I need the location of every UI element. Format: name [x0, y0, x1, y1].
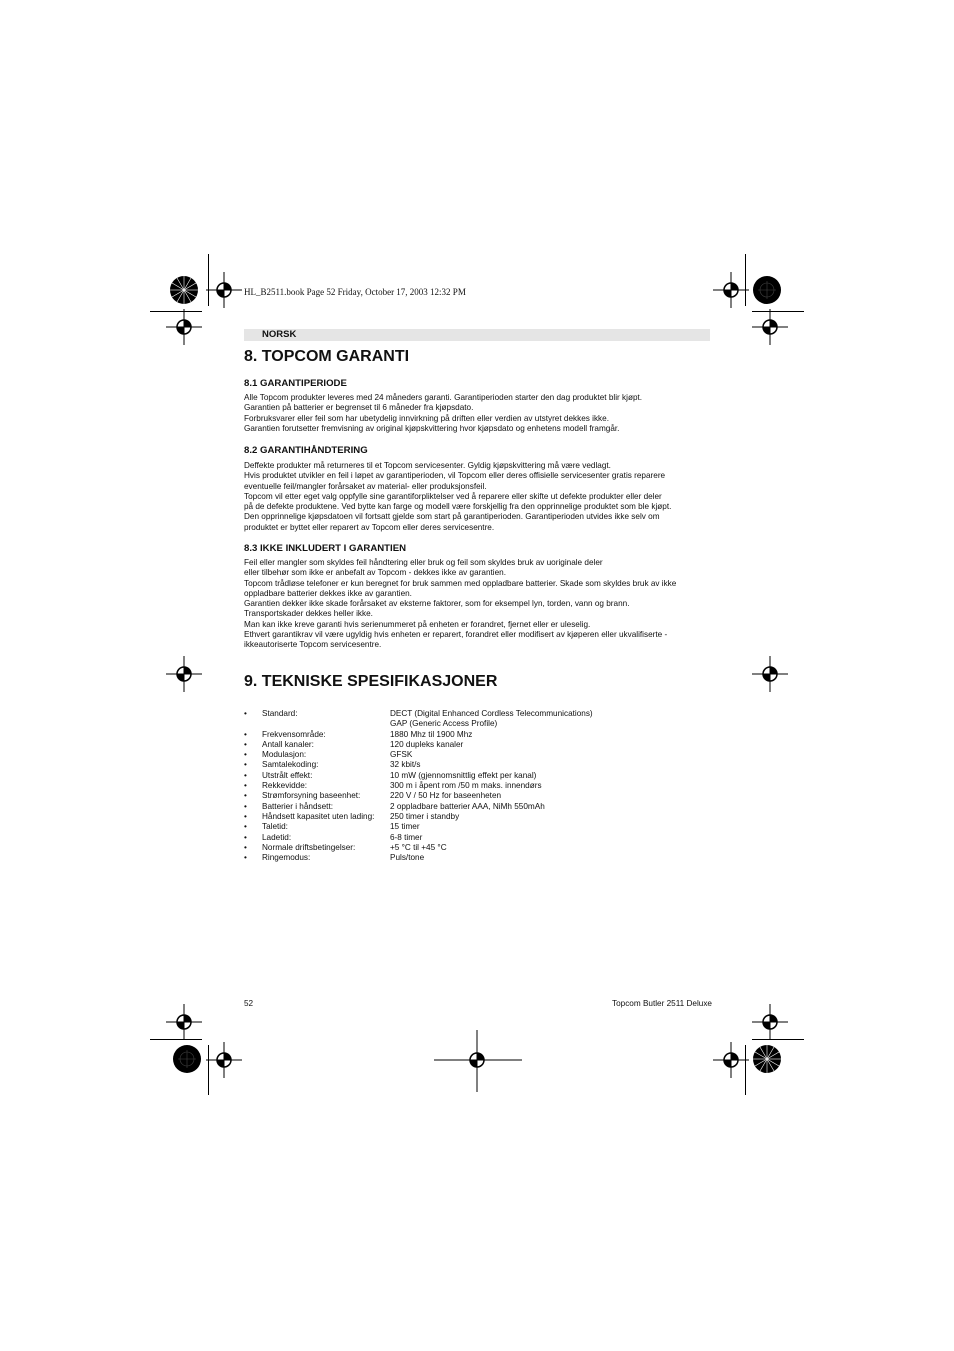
- text-line: Den opprinnelige kjøpsdatoen vil fortsatt gjelde som start på garantiperioden. Garantiperioden utvides ikke selv om: [244, 512, 660, 522]
- spec-value: 6-8 timer: [390, 832, 423, 842]
- spec-row: [244, 822, 714, 832]
- bullet: •: [244, 781, 247, 791]
- section-8-2-text: [244, 461, 714, 533]
- bullet: •: [244, 760, 247, 770]
- spec-value: DECT (Digital Enhanced Cordless Telecommunications): [390, 709, 593, 718]
- spec-row: [244, 802, 714, 812]
- spec-label: Taletid:: [262, 822, 288, 832]
- section-8-3-title: 8.3 IKKE INKLUDERT I GARANTIEN: [244, 543, 407, 554]
- registration-mark-icon: [166, 309, 202, 345]
- registration-mark-icon: [206, 1042, 242, 1078]
- bullet: •: [244, 729, 247, 739]
- text-line: Hvis produktet utvikler en feil i løpet av garantiperioden, vil Topcom eller deres offisielle servicesenter gratis reparere: [244, 471, 666, 481]
- bullet: •: [244, 709, 247, 718]
- text-line: produktet er byttet eller reparert av Topcom eller deres servicesentre.: [244, 522, 495, 532]
- spec-row: [244, 853, 714, 863]
- spec-label: Ringemodus:: [262, 853, 311, 863]
- spec-value: 250 timer i standby: [390, 811, 460, 821]
- text-line: Ethvert garantikrav vil være ugyldig hvis enheten er reparert, forandret eller modifisert av kjøperen eller ukvalifiserte -: [244, 630, 668, 640]
- spec-label: Batterier i håndsett:: [262, 801, 333, 811]
- bullet: •: [244, 811, 247, 821]
- bullet: •: [244, 842, 247, 852]
- spec-value: GAP (Generic Access Profile): [390, 719, 498, 729]
- spec-label: Normale driftsbetingelser:: [262, 842, 356, 852]
- bullet: •: [244, 801, 247, 811]
- spec-label: Standard:: [262, 709, 298, 718]
- spec-row: [244, 781, 714, 791]
- spec-label: Rekkevidde:: [262, 781, 308, 791]
- spec-value: 32 kbit/s: [390, 760, 421, 770]
- spec-label: Strømforsyning baseenhet:: [262, 791, 361, 801]
- starburst-target-icon: [172, 1044, 202, 1074]
- spec-row: [244, 812, 714, 822]
- registration-mark-icon: [752, 656, 788, 692]
- starburst-target-icon: [169, 275, 199, 305]
- spec-value: GFSK: [390, 750, 413, 760]
- spec-row: [244, 791, 714, 801]
- spec-value: 220 V / 50 Hz for baseenheten: [390, 791, 502, 801]
- text-line: Garantien dekker ikke skade forårsaket av eksterne faktorer, som for eksempel lyn, torden, vann og brann.: [244, 599, 630, 609]
- text-line: Man kan ikke kreve garanti hvis serienummeret på enheten er forandret, fjernet eller er uleselig.: [244, 619, 591, 629]
- registration-mark-icon: [166, 656, 202, 692]
- bullet: •: [244, 791, 247, 801]
- spec-value: 15 timer: [390, 822, 420, 832]
- bullet: •: [244, 832, 247, 842]
- section-9-title: 9. TEKNISKE SPESIFIKASJONER: [244, 673, 498, 690]
- bullet: •: [244, 853, 247, 863]
- text-line: Alle Topcom produkter leveres med 24 måneders garanti. Garantiperioden starter den dag produktet blir kjøpt.: [244, 393, 643, 402]
- section-8-3-text: [244, 558, 714, 651]
- spec-value: Puls/tone: [390, 853, 425, 863]
- spec-label: Håndsett kapasitet uten lading:: [262, 811, 375, 821]
- spec-row: [244, 719, 714, 729]
- text-line: Topcom trådløse telefoner er kun beregnet for bruk sammen med oppladbare batterier. Skade som skyldes bruk av ikke: [244, 578, 677, 588]
- text-line: eventuelle feil/mangler forårsaket av material- eller produksjonsfeil.: [244, 481, 487, 491]
- product-name: Topcom Butler 2511 Deluxe: [612, 999, 712, 1008]
- language-bar: [244, 329, 710, 341]
- section-8-title: 8. TOPCOM GARANTI: [244, 348, 410, 365]
- spec-row: [244, 771, 714, 781]
- registration-mark-icon: [713, 1042, 749, 1078]
- registration-mark-icon: [752, 1004, 788, 1040]
- text-line: Deffekte produkter må returneres til et Topcom servicesenter. Gyldig kjøpskvittering må være vedlagt.: [244, 461, 611, 470]
- text-line: Topcom vil etter eget valg oppfylle sine garantiforpliktelser ved å reparere eller skifte ut defekte produkter eller deler: [244, 491, 662, 501]
- text-line: oppladbare batterier dekkes ikke av garantien.: [244, 588, 412, 598]
- spec-label: Antall kanaler:: [262, 739, 314, 749]
- spec-row: [244, 760, 714, 770]
- spec-list: [244, 709, 714, 863]
- text-line: på de defekte produktene. Ved bytte kan farge og modell være forskjellig fra den opprinnelige produktet som ble kjøpt.: [244, 502, 672, 512]
- section-8-2-title: 8.2 GARANTIHÅNDTERING: [244, 445, 368, 456]
- text-line: Forbruksvarer eller feil som har ubetydelig innvirkning på driften eller verdien av utstyret dekkes ikke.: [244, 413, 609, 423]
- registration-mark-icon: [206, 272, 242, 308]
- language-label: NORSK: [262, 329, 297, 340]
- starburst-target-icon: [752, 1044, 782, 1074]
- registration-mark-icon: [713, 272, 749, 308]
- spec-label: Modulasjon:: [262, 750, 307, 760]
- spec-row: [244, 833, 714, 843]
- text-line: ikkeautoriserte Topcom servicesentre.: [244, 640, 382, 650]
- text-line: Transportskader dekkes heller ikke.: [244, 609, 373, 619]
- print-slug: HL_B2511.book Page 52 Friday, October 17, 2003 12:32 PM: [244, 287, 466, 297]
- text-line: Feil eller mangler som skyldes feil håndtering eller bruk og feil som skyldes bruk av uoriginale deler: [244, 558, 603, 567]
- spec-value: 120 dupleks kanaler: [390, 739, 464, 749]
- registration-mark-icon: [166, 1004, 202, 1040]
- text-line: Garantien forutsetter fremvisning av original kjøpskvittering hvor kjøpsdato og enhetens modell framgår.: [244, 423, 620, 433]
- page-number: 52: [244, 999, 254, 1008]
- registration-mark-icon: [752, 309, 788, 345]
- spec-value: 10 mW (gjennomsnittlig effekt per kanal): [390, 770, 537, 780]
- section-8-1-title: 8.1 GARANTIPERIODE: [244, 378, 347, 389]
- spec-value: 1880 Mhz til 1900 Mhz: [390, 729, 473, 739]
- bullet: •: [244, 750, 247, 760]
- spec-value: 300 m i åpent rom /50 m maks. innendørs: [390, 781, 542, 791]
- spec-row: [244, 750, 714, 760]
- bullet: •: [244, 822, 247, 832]
- spec-label: Samtalekoding:: [262, 760, 319, 770]
- spec-label: Frekvensområde:: [262, 729, 326, 739]
- spec-value: +5 °C til +45 °C: [390, 842, 447, 852]
- starburst-target-icon: [752, 275, 782, 305]
- text-line: Garantien på batterier er begrenset til 6 måneder fra kjøpsdato.: [244, 403, 474, 413]
- section-8-1-text: [244, 393, 714, 434]
- spec-row: [244, 709, 714, 719]
- bullet: •: [244, 770, 247, 780]
- spec-value: 2 oppladbare batterier AAA, NiMh 550mAh: [390, 801, 545, 811]
- registration-mark-icon: [471, 1030, 483, 1092]
- spec-label: Utstrålt effekt:: [262, 770, 313, 780]
- spec-row: [244, 843, 714, 853]
- spec-label: Ladetid:: [262, 832, 292, 842]
- text-line: eller tilbehør som ikke er anbefalt av Topcom - dekkes ikke av garantien.: [244, 568, 506, 578]
- bullet: •: [244, 739, 247, 749]
- spec-row: [244, 730, 714, 740]
- spec-row: [244, 740, 714, 750]
